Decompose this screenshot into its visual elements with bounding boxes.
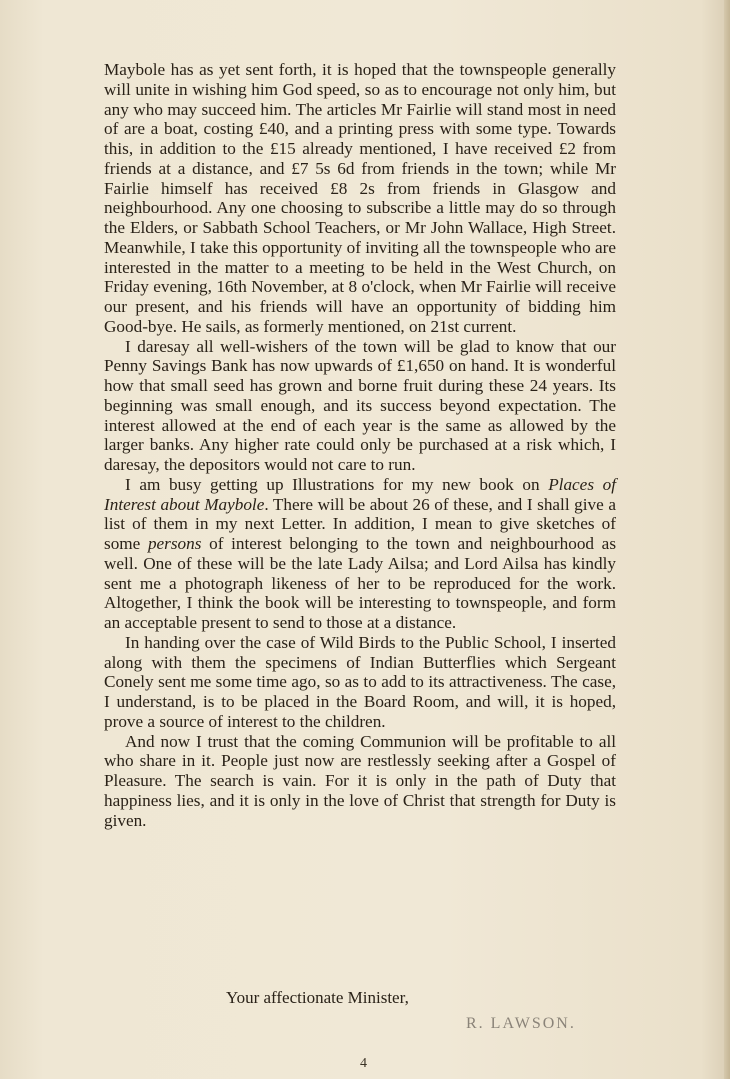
italic-phrase: persons <box>147 534 202 553</box>
paragraph-p5 <box>104 732 616 831</box>
paragraph-p1 <box>104 60 616 337</box>
page-number: 4 <box>360 1056 367 1071</box>
paragraph-p4 <box>104 633 616 732</box>
closing-line: Your affectionate Minister, <box>226 988 409 1007</box>
paragraph-p2 <box>104 337 616 475</box>
text-segment: of interest belonging to the town and neighbourhood as well. One of these will be the late Lady Ailsa; and Lord Ailsa has kindly sent me a photograph likeness of her to be reproduced for the work. Altogether, I think the book will be interesting to townspeople, and form an acceptable present to send to those at a distance. <box>104 534 617 632</box>
signature: R. LAWSON. <box>466 1015 576 1032</box>
text-segment: And now I trust that the coming Communion will be profitable to all who share in it. People just now are restlessly seeking after a Gospel of Pleasure. The search is vain. For it is only in the path of Duty that happiness lies, and it is only in the love of Christ that strength for Duty is given. <box>104 731 616 830</box>
text-segment: . There will be about 26 of these, and I shall give a list of them in my next Letter. In addition, I mean to give sketches of some <box>104 494 616 553</box>
text-segment: In handing over the case of Wild Birds to the Public School, I inserted along with them the specimens of Indian Butterflies which Sergeant Conely sent me some time ago, so as to add to its attractiveness. The case, I understand, is to be placed in the Board Room, and will, it is hoped, prove a source of interest to the children. <box>104 632 616 731</box>
letter-body <box>104 60 616 830</box>
paragraph-p3 <box>104 475 616 633</box>
text-segment: I daresay all well-wishers of the town will be glad to know that our Penny Savings Bank has now upwards of £1,650 on hand. It is wonderful how that small seed has grown and borne fruit during these 24 years. Its beginning was small enough, and its success beyond expectation. The interest allowed at the end of each year is the same as allowed by the larger banks. Any higher rate could only be purchased at a risk which, I daresay, the depositors would not care to run. <box>104 336 616 474</box>
page-edge <box>724 0 730 1079</box>
text-segment: I am busy getting up Illustrations for my new book on <box>125 474 549 494</box>
italic-phrase: Places of Interest about Maybole <box>104 474 616 514</box>
text-segment: Maybole has as yet sent forth, it is hoped that the townspeople generally will unite in wishing him God speed, so as to encourage not only him, but any who may succeed him. The articles Mr Fairlie will stand most in need of are a boat, costing £40, and a printing press with some type. Towards this, in addition to the £15 already mentioned, I have received £2 from friends at a distance, and £7 5s 6d from friends in the town; while Mr Fairlie himself has received £8 2s from friends in Glasgow and neighbourhood. Any one choosing to subscribe a little may do so through the Elders, or Sabbath School Teachers, or Mr John Wallace, High Street. Meanwhile, I take this opportunity of inviting all the townspeople who are interested in the matter to a meeting to be held in the West Church, on Friday evening, 16th November, at 8 o'clock, when Mr Fairlie will receive our present, and his friends will have an opportunity of bidding him Good-bye. He sails, as formerly mentioned, on 21st current. <box>104 60 616 336</box>
